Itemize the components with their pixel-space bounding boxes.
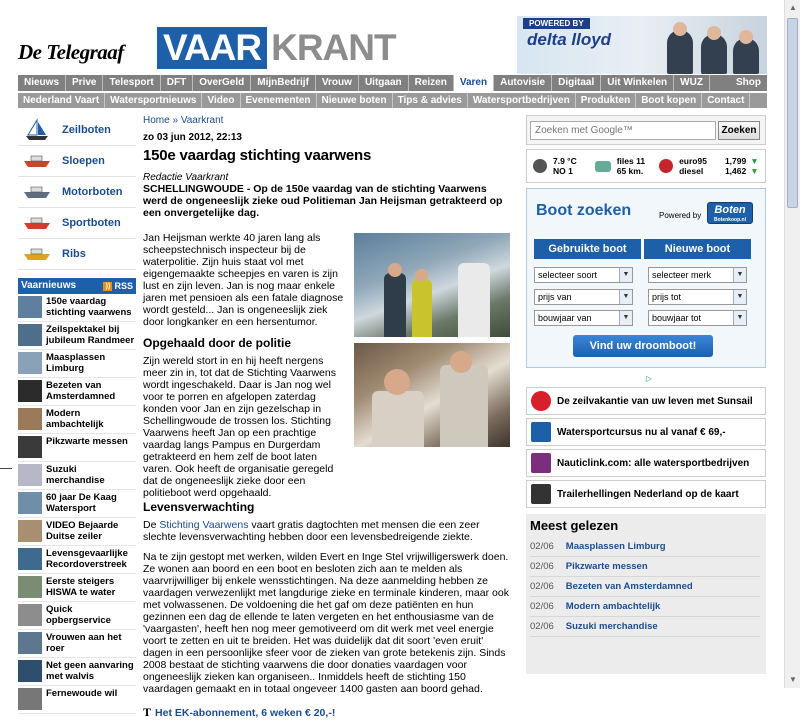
news-thumbnail	[18, 548, 42, 570]
meest-date: 02/06	[530, 541, 554, 552]
ad-logo-icon	[531, 484, 551, 504]
meest-date: 02/06	[530, 561, 554, 572]
motorboten-boat-icon	[22, 183, 52, 201]
news-thumbnail	[18, 408, 42, 430]
meest-title: Maasplassen Limburg	[565, 541, 666, 552]
nav-item-vrouw[interactable]: Vrouw	[316, 75, 359, 91]
breadcrumb	[143, 115, 513, 126]
article-title: 150e vaardag stichting vaarwens	[143, 147, 372, 164]
nav-item-overgeld[interactable]: OverGeld	[193, 75, 251, 91]
news-title: Fernewoude wil	[46, 688, 118, 699]
boat-category-list	[18, 115, 136, 270]
sportboten-boat-icon	[22, 214, 52, 232]
photo-figure	[458, 263, 490, 337]
nav-item-digitaal[interactable]: Digitaal	[552, 75, 601, 91]
fuel1-name: euro95	[679, 156, 707, 166]
meest-date: 02/06	[530, 581, 554, 592]
weather-icon	[533, 159, 547, 173]
chevron-down-icon: ▼	[619, 290, 632, 304]
article-paragraph: Na te zijn gestopt met werken, wilden Evert en Inge Stel vrijwilligerswerk doen. Ze wonen aan boord en een boot en besloten zich aan te melden als vaarvrijwilliger bij enkele wensstichtingen. Na deze aanmelding hebben ze vaardagen verwezenlijkt met langdurige zieke en terminale kinderen, maar ook met volwassenen. De voldoening die het gaf om deze patiënten en hun gezinnen een dag de ellende te laten vergeten en het enthousiasme van de 'vaargasten', heeft hen nog meer gemotiveerd om dit werk met veel energie voort te zetten en uit te breiden. Het was duidelijk dat dit soort 'even eruit' dagen in een persoonlijke sfeer voor de zieken van grote betekenis zijn. Sinds 2008 bestaat de stichting vaarwens die door donaties vaardagen voor ongeneeslijk zieken kan organiseen.. Inmiddels heeft de stichting 150 vaardagen gemaakt en in totaal ongeveer 1400 gasten aan boord gehad.	[143, 551, 509, 695]
news-item[interactable]	[18, 630, 136, 658]
nav-item-prive[interactable]: Prive	[66, 75, 103, 91]
news-thumbnail	[18, 576, 42, 598]
info-bar	[526, 149, 766, 183]
page-scrollbar[interactable]	[784, 0, 800, 688]
meest-title: Modern ambachtelijk	[565, 601, 661, 612]
news-title: Pikzwarte messen	[46, 436, 128, 447]
banner-sailor-image	[733, 38, 759, 74]
weather-temp: 7.9 °C	[553, 156, 577, 166]
news-title: Maasplassen Limburg	[46, 352, 106, 374]
select-bouwjaar-van[interactable]	[534, 310, 633, 326]
left-sidebar	[18, 115, 136, 714]
chevron-down-icon: ▼	[733, 268, 746, 282]
article	[143, 115, 513, 720]
traffic-info[interactable]	[617, 156, 645, 176]
ek-label: Het EK-abonnement, 6 weken € 20,-!	[155, 706, 336, 719]
news-item[interactable]	[18, 658, 136, 686]
meest-gelezen-item[interactable]	[530, 597, 760, 617]
select-prijs-van-value: prijs van	[538, 292, 572, 302]
category-label: Ribs	[62, 248, 86, 260]
subnav-item-evenementen[interactable]: Evenementen	[241, 93, 317, 108]
news-title: Quick opbergservice	[46, 604, 111, 626]
category-sloepen[interactable]	[18, 146, 136, 177]
boot-zoeken-widget	[526, 188, 766, 368]
select-prijs-tot-value: prijs tot	[652, 292, 682, 302]
boot-zoeken-title: Boot zoeken	[536, 202, 632, 219]
banner-powered-by: POWERED BY	[523, 18, 590, 29]
news-item[interactable]	[18, 574, 136, 602]
news-thumbnail	[18, 380, 42, 402]
tab-nieuwe-boot[interactable]: Nieuwe boot	[644, 239, 751, 259]
scroll-up-arrow-icon[interactable]: ▲	[789, 3, 797, 12]
article-date: zo 03 jun 2012, 22:13	[143, 132, 242, 143]
news-title: Levensgevaarlijke Recordoverstreek	[46, 548, 128, 570]
ad-logo-icon	[531, 453, 551, 473]
ad-link[interactable]	[526, 449, 766, 477]
news-item[interactable]	[18, 546, 136, 574]
traffic-car-icon	[595, 161, 611, 172]
news-thumbnail	[18, 520, 42, 542]
logo-vaar: VAAR	[157, 27, 267, 69]
news-title: 60 jaar De Kaag Watersport	[46, 492, 117, 514]
photo-head	[415, 269, 428, 282]
category-label: Zeilboten	[62, 124, 111, 136]
breadcrumb-home[interactable]: Home	[143, 115, 170, 126]
article-photo-helm[interactable]	[354, 343, 510, 447]
nav-item-shop[interactable]: Shop	[736, 77, 761, 88]
scrollbar-thumb[interactable]	[787, 18, 798, 208]
vind-droomboot-button[interactable]: Vind uw droomboot!	[573, 335, 713, 357]
primary-nav	[18, 75, 767, 91]
meest-gelezen	[526, 514, 766, 674]
botenkoop-logo-sub: Botenkoop.nl	[714, 217, 746, 223]
photo-figure	[372, 391, 424, 447]
botenkoop-logo[interactable]	[707, 202, 753, 224]
ad-list	[526, 387, 766, 508]
logo-krant: KRANT	[271, 27, 396, 68]
p3-pre: De	[143, 519, 160, 531]
traffic-files: files 11	[616, 156, 646, 166]
ad-text: Trailerhellingen Nederland op de kaart	[557, 488, 739, 500]
nav-item-uit-winkelen[interactable]: Uit Winkelen	[601, 75, 674, 91]
meest-gelezen-item[interactable]	[530, 577, 760, 597]
banner-brand: delta lloyd	[527, 30, 612, 49]
banner-sailor-image	[701, 34, 727, 74]
vaarkrant-logo[interactable]	[157, 27, 400, 69]
price-down-icon: ▼	[750, 166, 759, 176]
news-thumbnail	[18, 604, 42, 626]
news-item[interactable]	[18, 434, 136, 462]
subnav-item-nederland-vaart[interactable]: Nederland Vaart	[18, 93, 105, 108]
select-prijs-tot[interactable]	[648, 289, 747, 305]
boot-zoeken-powered-by: Powered by	[659, 211, 702, 220]
article-paragraph: Jan Heijsman werkte 40 jaren lang als scheepstechnisch inspecteur bij de waterpolitie. Zijn huis staat vol met eigengemaakte scheepjes en varen is zijn lust en zijn leven. Jan is nog maar enkele jaren met pensioen als een fatale diagnose wordt gesteld... Jan is ongeneeslijk ziek door longkanker en een hersentumor.	[143, 232, 344, 328]
news-item[interactable]	[18, 350, 136, 378]
scroll-down-arrow-icon[interactable]: ▼	[789, 675, 797, 684]
tab-gebruikte-boot[interactable]: Gebruikte boot	[534, 239, 641, 259]
sloepen-boat-icon	[22, 152, 52, 170]
nav-item-dft[interactable]: DFT	[161, 75, 193, 91]
news-item[interactable]	[18, 294, 136, 322]
news-item[interactable]	[18, 378, 136, 406]
nav-item-autovisie[interactable]: Autovisie	[494, 75, 552, 91]
nav-item-varen[interactable]: Varen	[454, 75, 494, 91]
news-title: 150e vaardag stichting vaarwens	[46, 296, 132, 318]
telegraaf-logo[interactable]: De Telegraaf	[18, 40, 124, 64]
subnav-item-produkten[interactable]: Produkten	[576, 93, 636, 108]
select-merk[interactable]	[648, 267, 747, 283]
news-thumbnail	[18, 492, 42, 514]
subnav-item-watersportbedrijven[interactable]: Watersportbedrijven	[468, 93, 576, 108]
nav-item-mijnbedrijf[interactable]: MijnBedrijf	[251, 75, 316, 91]
meest-gelezen-item[interactable]	[530, 537, 760, 557]
subnav-item-tips-advies[interactable]: Tips & advies	[393, 93, 468, 108]
news-item[interactable]	[18, 518, 136, 546]
telegraaf-t-icon: T	[143, 705, 152, 719]
search-box	[526, 115, 766, 145]
article-subheading: Levensverwachting	[143, 500, 255, 514]
news-title: Modern ambachtelijk	[46, 408, 104, 430]
category-label: Sportboten	[62, 217, 121, 229]
article-paragraph: Zijn wereld stort in en hij heeft nergens meer zin in, tot dat de Stichting Vaarwens wordt ingeschakeld. Daar is Jan nog wel voor te porren en afgelopen zaterdag konden voor Jan en zijn gezelschap in Schellingwoude de trossen los. Stichting Vaarwens heeft Jan op een prachtige vaardag langs Pampus en Durgerdam getrakteerd en hem zelf de boot laten varen. Ook heeft de organisatie geregeld dat de ongeneeslijk zieke door een politieboot werd opgehaald.	[143, 355, 336, 499]
category-label: Sloepen	[62, 155, 105, 167]
category-ribs[interactable]	[18, 239, 136, 270]
photo-figure	[412, 279, 432, 337]
nav-item-nieuws[interactable]: Nieuws	[18, 75, 66, 91]
news-thumbnail	[18, 464, 42, 486]
news-item[interactable]	[18, 322, 136, 350]
rss-icon: ))	[103, 282, 112, 291]
select-soort[interactable]	[534, 267, 633, 283]
news-title: Bezeten van Amsterdamned	[46, 380, 116, 402]
subnav-item-nieuwe-boten[interactable]: Nieuwe boten	[317, 93, 393, 108]
category-sportboten[interactable]	[18, 208, 136, 239]
article-paragraph	[143, 519, 513, 543]
news-title: Vrouwen aan het roer	[46, 632, 122, 654]
weather-info[interactable]	[553, 156, 577, 176]
news-title: VIDEO Bejaarde Duitse zeiler	[46, 520, 119, 542]
p3-post: vaart gratis dagtochten met mensen die een zeer slechte levensverwachting hebben door een levensbedreigende ziekte.	[143, 519, 480, 543]
photo-head	[450, 351, 472, 373]
ad-text: Watersportcursus nu al vanaf € 69,-	[557, 426, 726, 438]
nav-item-telesport[interactable]: Telesport	[103, 75, 160, 91]
delta-lloyd-banner[interactable]	[517, 16, 767, 74]
fuel2-name: diesel	[679, 166, 704, 176]
select-bouwjaar-tot[interactable]	[648, 310, 747, 326]
photo-head	[388, 263, 402, 277]
vaarnieuws-list	[18, 294, 136, 714]
site-header	[0, 0, 784, 72]
zeilboten-boat-icon	[22, 121, 52, 139]
ad-text: Nauticlink.com: alle watersportbedrijven	[557, 457, 750, 469]
select-bouwjaar-tot-value: bouwjaar tot	[652, 313, 702, 323]
fuel-info[interactable]	[679, 156, 759, 176]
meest-gelezen-item[interactable]	[530, 557, 760, 577]
news-thumbnail	[18, 352, 42, 374]
divider	[0, 468, 12, 469]
chevron-down-icon: ▼	[619, 268, 632, 282]
fuel1-price: 1,799	[724, 156, 747, 166]
article-photo-boat-police[interactable]	[354, 233, 510, 337]
meest-gelezen-list	[530, 537, 760, 637]
select-soort-value: selecteer soort	[538, 270, 598, 280]
subnav-item-contact[interactable]: Contact	[702, 93, 750, 108]
ad-link[interactable]	[526, 418, 766, 446]
chevron-down-icon: ▼	[733, 311, 746, 325]
banner-sailor-image	[667, 30, 693, 74]
nav-item-reizen[interactable]: Reizen	[409, 75, 454, 91]
meest-date: 02/06	[530, 601, 554, 612]
meest-gelezen-item[interactable]	[530, 617, 760, 637]
ad-link[interactable]	[526, 480, 766, 508]
ek-abonnement-link[interactable]	[143, 705, 513, 720]
select-bouwjaar-van-value: bouwjaar van	[538, 313, 592, 323]
search-input[interactable]	[530, 121, 716, 140]
ad-logo-icon	[531, 391, 551, 411]
news-title: Net geen aanvaring met walvis	[46, 660, 134, 682]
news-item[interactable]	[18, 686, 136, 714]
category-zeilboten[interactable]	[18, 115, 136, 146]
news-thumbnail	[18, 436, 42, 458]
meest-title: Bezeten van Amsterdamned	[565, 581, 693, 592]
chevron-down-icon: ▼	[733, 290, 746, 304]
ad-logo-icon	[531, 422, 551, 442]
news-thumbnail	[18, 688, 42, 710]
nav-item-wuz[interactable]: WUZ	[674, 75, 710, 91]
nav-item-uitgaan[interactable]: Uitgaan	[359, 75, 409, 91]
ad-link[interactable]	[526, 387, 766, 415]
news-item[interactable]	[18, 462, 136, 490]
rss-label: RSS	[114, 281, 133, 291]
news-thumbnail	[18, 660, 42, 682]
photo-figure	[384, 273, 406, 337]
adchoices-icon[interactable]: ▷	[645, 374, 652, 383]
stichting-vaarwens-link[interactable]: Stichting Vaarwens	[159, 519, 249, 531]
meest-gelezen-title: Meest gelezen	[530, 518, 619, 533]
rss-link[interactable]	[103, 278, 133, 294]
ad-text: De zeilvakantie van uw leven met Sunsail	[557, 395, 753, 407]
traffic-km: 65 km.	[616, 166, 644, 176]
meest-title: Pikzwarte messen	[565, 561, 648, 572]
news-thumbnail	[18, 296, 42, 318]
news-item[interactable]	[18, 602, 136, 630]
fuel2-price: 1,462	[724, 166, 747, 176]
news-item[interactable]	[18, 406, 136, 434]
ribs-boat-icon	[22, 245, 52, 263]
article-subheading: Opgehaald door de politie	[143, 336, 292, 350]
news-title: Suzuki merchandise	[46, 464, 105, 486]
news-item[interactable]	[18, 490, 136, 518]
meest-title: Suzuki merchandise	[565, 621, 658, 632]
subnav-item-video[interactable]: Video	[202, 93, 240, 108]
secondary-nav	[18, 93, 767, 108]
select-prijs-van[interactable]	[534, 289, 633, 305]
botenkoop-logo-text: Boten	[714, 204, 746, 216]
category-motorboten[interactable]	[18, 177, 136, 208]
search-button[interactable]: Zoeken	[718, 121, 760, 140]
news-title: Eerste steigers HISWA te water	[46, 576, 116, 598]
news-thumbnail	[18, 324, 42, 346]
meest-date: 02/06	[530, 621, 554, 632]
right-sidebar	[526, 115, 766, 674]
weather-wind: NO 1	[553, 166, 573, 176]
photo-figure	[440, 365, 488, 447]
photo-head	[384, 369, 410, 395]
price-down-icon: ▼	[750, 156, 759, 166]
chevron-down-icon: ▼	[619, 311, 632, 325]
article-byline: Redactie Vaarkrant	[143, 172, 229, 183]
news-title: Zeilspektakel bij jubileum Randmeer	[46, 324, 135, 346]
select-merk-value: selecteer merk	[652, 270, 712, 280]
vaarnieuws-title: Vaarnieuws	[21, 280, 77, 291]
subnav-item-watersportnieuws[interactable]: Watersportnieuws	[105, 93, 202, 108]
article-intro: SCHELLINGWOUDE - Op de 150e vaardag van de stichting Vaarwens werd de ongeneeslijk zieke oud Politieman Jan Heijsman getrakteerd op een onvergetelijke dag.	[143, 183, 503, 219]
vaarnieuws-header	[18, 278, 136, 294]
subnav-item-boot-kopen[interactable]: Boot kopen	[636, 93, 702, 108]
news-thumbnail	[18, 632, 42, 654]
category-label: Motorboten	[62, 186, 123, 198]
fuel-icon	[659, 159, 673, 173]
breadcrumb-vaarkrant[interactable]: Vaarkrant	[180, 115, 224, 126]
breadcrumb-separator: »	[172, 115, 179, 126]
